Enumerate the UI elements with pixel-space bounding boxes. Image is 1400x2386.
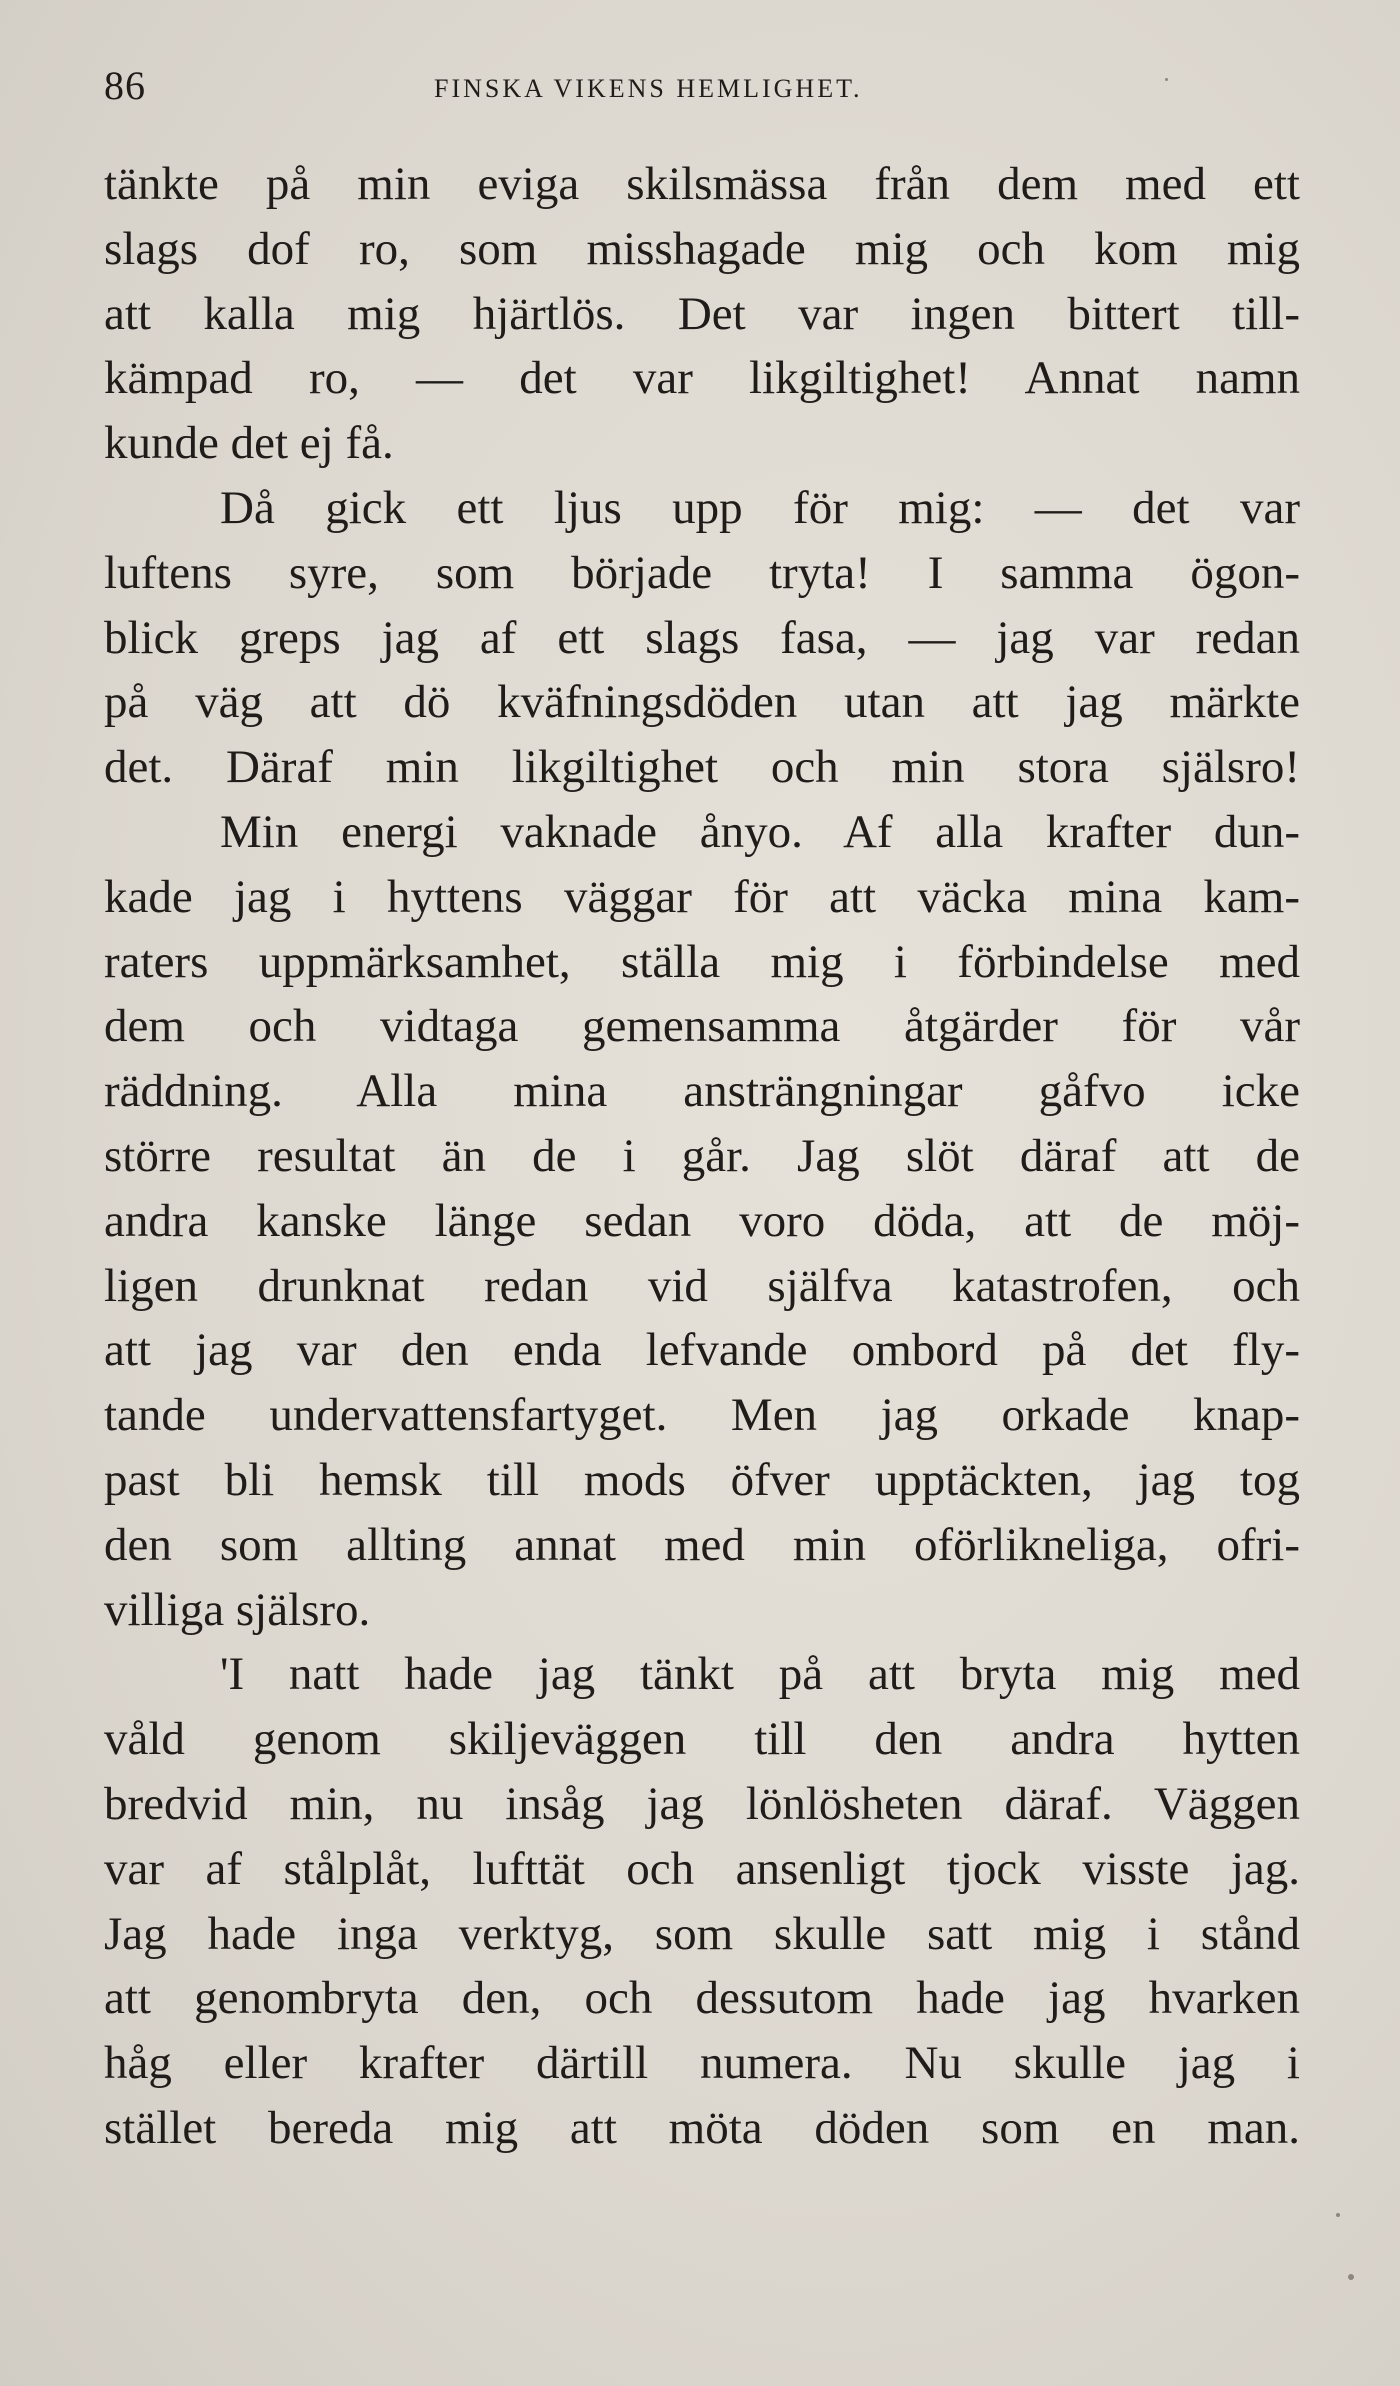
text-line: räddning. Alla mina ansträngningar gåfvo icke <box>104 1065 1300 1118</box>
text-line: ligen drunknat redan vid själfva katastrofen, och <box>104 1259 1300 1312</box>
text-line: att genombryta den, och dessutom hade jag hvarken <box>104 1972 1300 2025</box>
text-line: andra kanske länge sedan voro döda, att de möj- <box>104 1194 1300 1247</box>
text-line: Jag hade inga verktyg, som skulle satt mig i stånd <box>104 1907 1300 1960</box>
paper-speck <box>1336 2213 1340 2217</box>
body-text <box>104 152 1300 2161</box>
paper-speck <box>1348 2274 1354 2280</box>
text-line: Då gick ett ljus upp för mig: — det var <box>220 481 1300 534</box>
text-line: tande undervattensfartyget. Men jag orkade knap- <box>104 1389 1300 1442</box>
text-line: större resultat än de i går. Jag slöt däraf att de <box>104 1129 1300 1182</box>
text-line: stället bereda mig att möta döden som en man. <box>104 2101 1300 2154</box>
text-line: på väg att dö kväfningsdöden utan att jag märkte <box>104 676 1300 729</box>
paper-speck <box>1165 78 1168 81</box>
text-line: kämpad ro, — det var likgiltighet! Annat namn <box>104 352 1300 405</box>
page-number: 86 <box>104 63 146 108</box>
text-line: villiga själsro. <box>104 1583 371 1636</box>
text-line: Min energi vaknade ånyo. Af alla krafter dun- <box>220 805 1300 858</box>
text-line: bredvid min, nu insåg jag lönlösheten däraf. Väggen <box>104 1777 1300 1830</box>
page-header <box>104 62 1304 112</box>
text-line: den som allting annat med min oförlikneliga, ofri- <box>104 1518 1300 1571</box>
text-line: slags dof ro, som misshagade mig och kom mig <box>104 222 1300 275</box>
text-line: blick greps jag af ett slags fasa, — jag var redan <box>104 611 1300 664</box>
text-line: det. Däraf min likgiltighet och min stora själsro! <box>104 741 1300 794</box>
text-line: kade jag i hyttens väggar för att väcka mina kam- <box>104 870 1300 923</box>
text-line: våld genom skiljeväggen till den andra hytten <box>104 1713 1300 1766</box>
text-line: dem och vidtaga gemensamma åtgärder för vår <box>104 1000 1300 1053</box>
text-line: håg eller krafter därtill numera. Nu skulle jag i <box>104 2037 1300 2090</box>
text-line: luftens syre, som började tryta! I samma ögon- <box>104 546 1300 599</box>
text-line: past bli hemsk till mods öfver upptäckten, jag tog <box>104 1453 1300 1506</box>
text-line: att jag var den enda lefvande ombord på det fly- <box>104 1324 1300 1377</box>
text-line: 'I natt hade jag tänkt på att bryta mig med <box>220 1648 1300 1701</box>
text-line: kunde det ej få. <box>104 417 394 470</box>
text-line: var af stålplåt, lufttät och ansenligt tjock visste jag. <box>104 1842 1300 1895</box>
text-line: tänkte på min eviga skilsmässa från dem med ett <box>104 158 1300 210</box>
text-line: att kalla mig hjärtlös. Det var ingen bittert till- <box>104 287 1300 340</box>
running-title: FINSKA VIKENS HEMLIGHET. <box>434 74 863 103</box>
text-line: raters uppmärksamhet, ställa mig i förbindelse med <box>104 935 1300 988</box>
